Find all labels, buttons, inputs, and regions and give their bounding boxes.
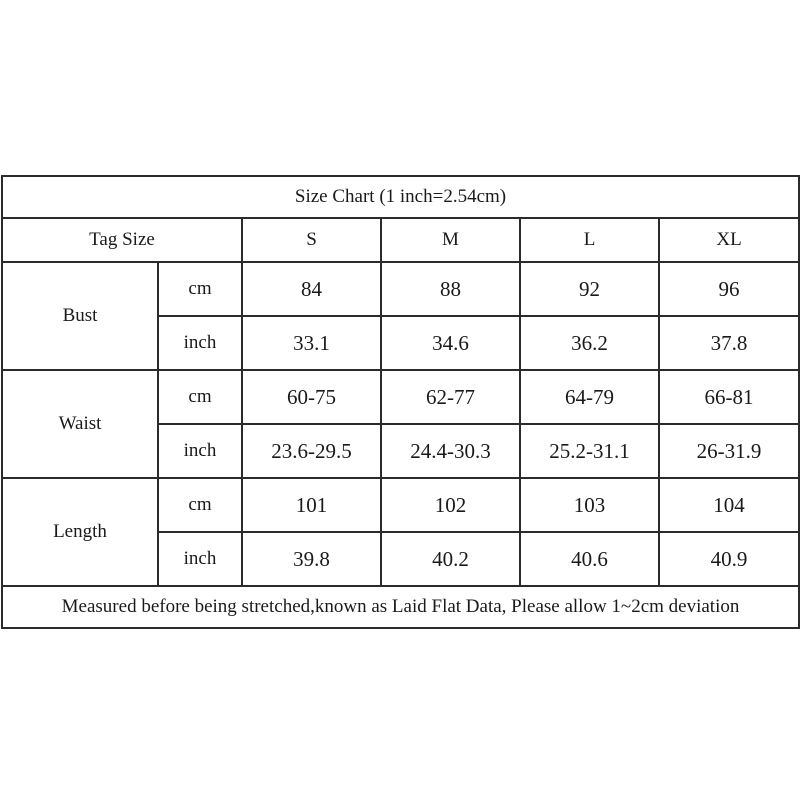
table-row: [2, 370, 799, 424]
table-cell: 64-79: [520, 370, 659, 424]
measure-label-bust: Bust: [2, 262, 158, 370]
table-cell: 66-81: [659, 370, 799, 424]
table-cell: 92: [520, 262, 659, 316]
size-header-s: S: [242, 218, 381, 262]
table-cell: 40.9: [659, 532, 799, 586]
table-cell: 36.2: [520, 316, 659, 370]
table-cell: 25.2-31.1: [520, 424, 659, 478]
size-chart-table: [1, 175, 800, 629]
table-cell: 40.2: [381, 532, 520, 586]
unit-label: cm: [158, 262, 242, 316]
title-row: [2, 176, 799, 218]
table-cell: 26-31.9: [659, 424, 799, 478]
table-cell: 88: [381, 262, 520, 316]
table-cell: 60-75: [242, 370, 381, 424]
table-cell: 62-77: [381, 370, 520, 424]
unit-label: cm: [158, 478, 242, 532]
table-cell: 102: [381, 478, 520, 532]
table-cell: 37.8: [659, 316, 799, 370]
table-cell: 34.6: [381, 316, 520, 370]
table-cell: 104: [659, 478, 799, 532]
table-cell: 101: [242, 478, 381, 532]
header-row: [2, 218, 799, 262]
table-row: [2, 262, 799, 316]
table-cell: 24.4-30.3: [381, 424, 520, 478]
table-row: [2, 478, 799, 532]
table-cell: 40.6: [520, 532, 659, 586]
table-cell: 23.6-29.5: [242, 424, 381, 478]
table-cell: 103: [520, 478, 659, 532]
footnote-row: [2, 586, 799, 628]
table-cell: 39.8: [242, 532, 381, 586]
tag-size-label: Tag Size: [2, 218, 242, 262]
unit-label: inch: [158, 532, 242, 586]
footnote: Measured before being stretched,known as Laid Flat Data, Please allow 1~2cm deviation: [2, 586, 799, 628]
unit-label: inch: [158, 316, 242, 370]
measure-label-waist: Waist: [2, 370, 158, 478]
chart-title: Size Chart (1 inch=2.54cm): [2, 176, 799, 218]
table-cell: 84: [242, 262, 381, 316]
table-cell: 96: [659, 262, 799, 316]
table-cell: 33.1: [242, 316, 381, 370]
size-header-m: M: [381, 218, 520, 262]
measure-label-length: Length: [2, 478, 158, 586]
size-header-xl: XL: [659, 218, 799, 262]
unit-label: cm: [158, 370, 242, 424]
size-header-l: L: [520, 218, 659, 262]
unit-label: inch: [158, 424, 242, 478]
